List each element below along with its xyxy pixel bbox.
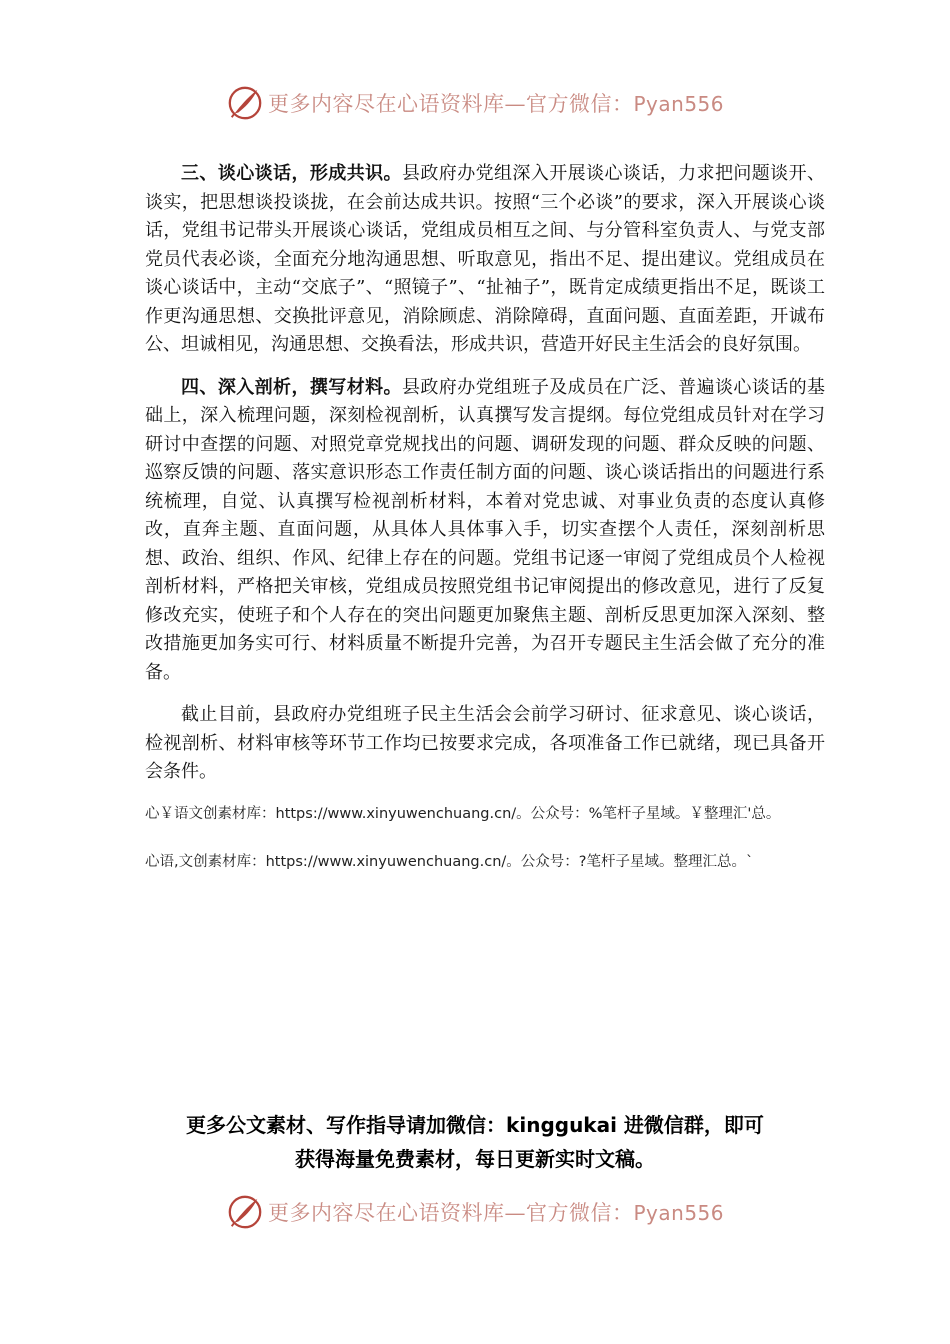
watermark-text: 更多内容尽在心语资料库—官方微信：Pyan556 <box>267 92 724 116</box>
promo-line: 获得海量免费素材，每日更新实时文稿。 <box>295 1147 655 1171</box>
footer-watermark <box>0 1192 950 1232</box>
watermark-text: 更多内容尽在心语资料库—官方微信：Pyan556 <box>267 1201 724 1225</box>
source-note: 心语,文创素材库：https://www.xinyuwenchuang.cn/。公众号：?笔杆子星域。整理汇总。` <box>145 853 754 870</box>
paragraph-heading: 三、谈心谈话，形成共识。 <box>181 163 402 184</box>
header-watermark <box>0 83 950 123</box>
paragraph-conclusion <box>145 701 825 787</box>
document-body <box>145 160 825 875</box>
promo-line: 更多公文素材、写作指导请加微信：kinggukai 进微信群，即可 <box>186 1113 764 1137</box>
paragraph-text: 县政府办党组深入开展谈心谈话，力求把问题谈开、谈实，把思想谈投谈拢，在会前达成共识。按照“三个必谈”的要求，深入开展谈心谈话，党组书记带头开展谈心谈话，党组成员相互之间、与分管科室负责人、与党支部党员代表必谈，全面充分地沟通思想、听取意见，指出不足、提出建议。党组成员在谈心谈话中，主动“交底子”、“照镜子”、“扯袖子”，既肯定成绩更指出不足，既谈工作更沟通思想、交换批评意见，消除顾虑、消除障碍，直面问题、直面差距，开诚布公、坦诚相见，沟通思想、交换看法，形成共识，营造开好民主生活会的良好氛围。 <box>145 163 826 355</box>
promo-banner <box>100 1108 850 1176</box>
paragraph-text: 截止目前，县政府办党组班子民主生活会会前学习研讨、征求意见、谈心谈话，检视剖析、材料审核等环节工作均已按要求完成，各项准备工作已就绪，现已具备开会条件。 <box>145 704 825 782</box>
source-note: 心￥语文创素材库：https://www.xinyuwenchuang.cn/。公众号：%笔杆子星域。￥整理汇'总。 <box>145 805 781 822</box>
paragraph-text: 县政府办党组班子及成员在广泛、普遍谈心谈话的基础上，深入梳理问题，深刻检视剖析，认真撰写发言提纲。每位党组成员针对在学习研讨中查摆的问题、对照党章党规找出的问题、调研发现的问题、群众反映的问题、巡察反馈的问题、落实意识形态工作责任制方面的问题、谈心谈话指出的问题进行系统梳理，自觉、认真撰写检视剖析材料，本着对党忠诚、对事业负责的态度认真修改，直奔主题、直面问题，从具体人具体事入手，切实查摆个人责任，深刻剖析思想、政治、组织、作风、纪律上存在的问题。党组书记逐一审阅了党组成员个人检视剖析材料，严格把关审核，党组成员按照党组书记审阅提出的修改意见，进行了反复修改充实，使班子和个人存在的突出问题更加聚焦主题、剖析反思更加深入深刻、整改措施更加务实可行、材料质量不断提升完善，为召开专题民主生活会做了充分的准备。 <box>145 376 826 683</box>
quill-pen-icon <box>226 84 264 122</box>
paragraph-heading: 四、深入剖析，撰写材料。 <box>181 376 402 398</box>
quill-pen-icon <box>226 1193 264 1231</box>
paragraph-analysis <box>145 374 825 688</box>
paragraph-talks <box>145 160 825 360</box>
